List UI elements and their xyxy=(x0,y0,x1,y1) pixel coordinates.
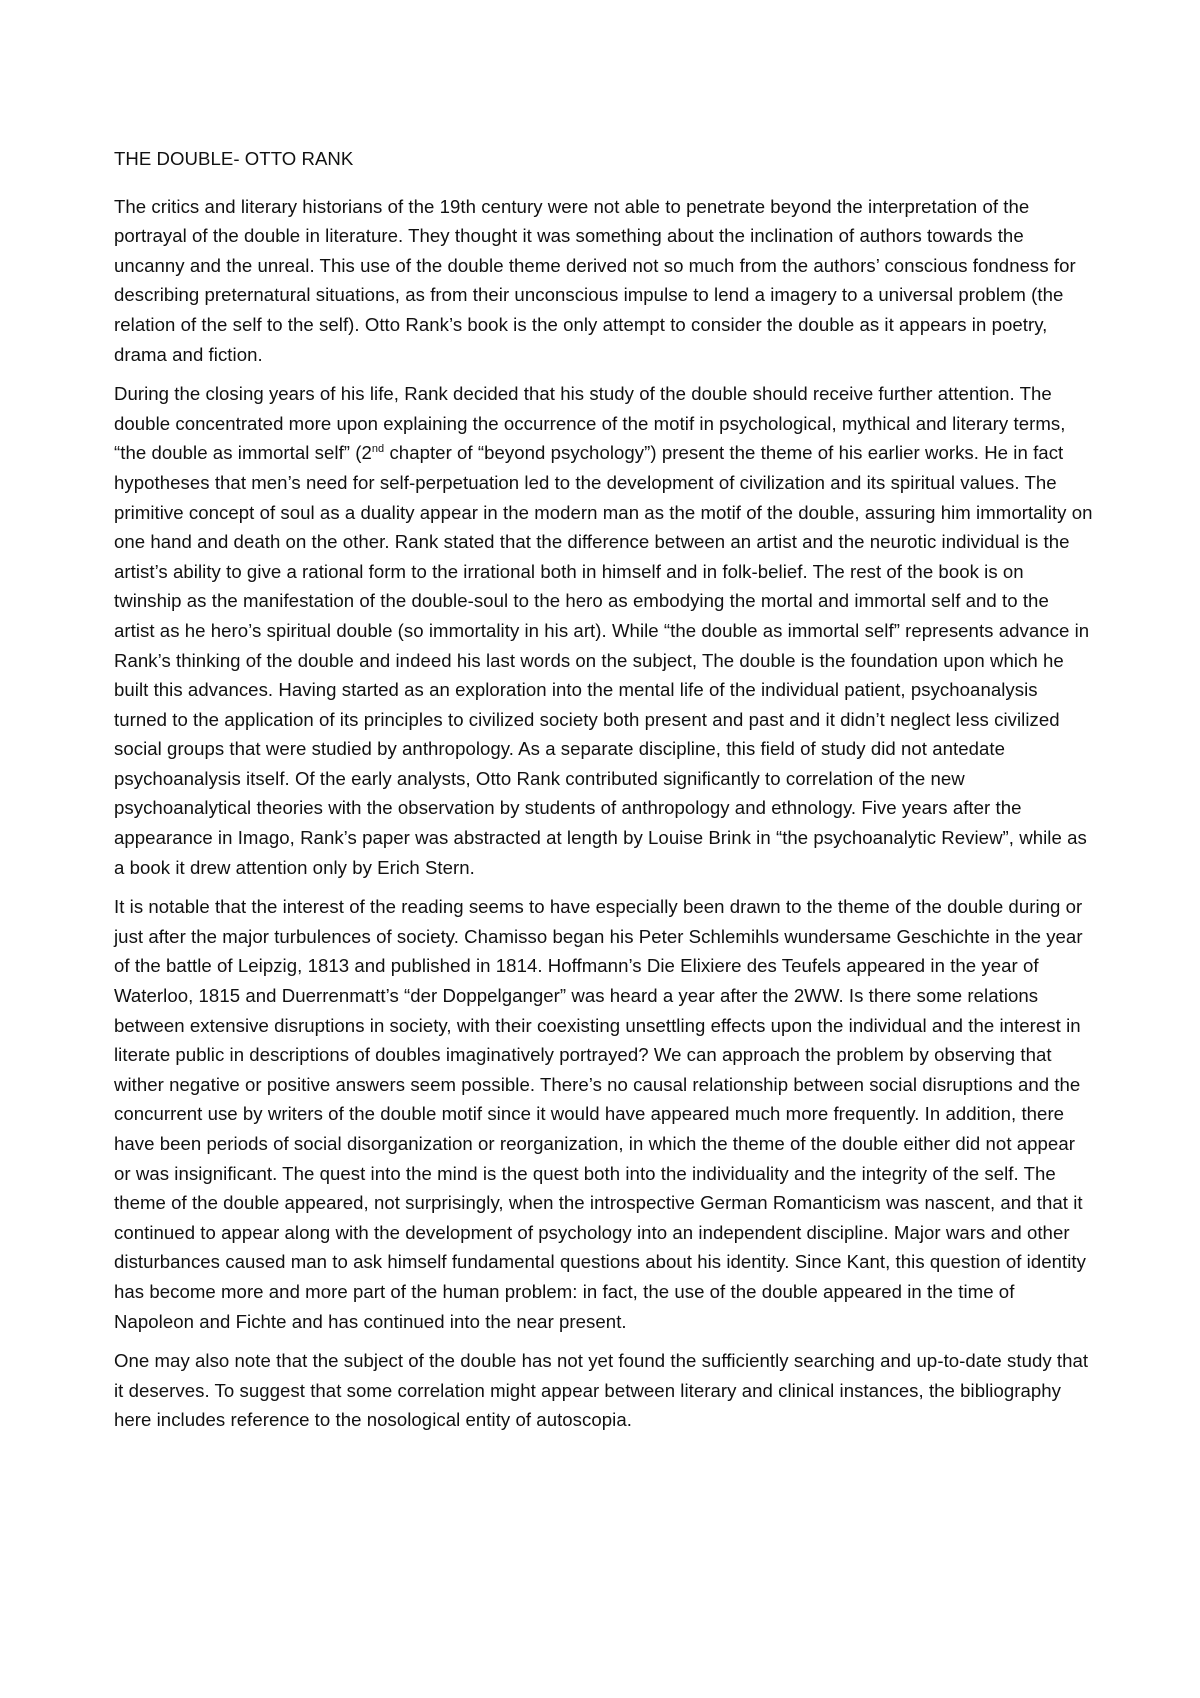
paragraph-3: It is notable that the interest of the reading seems to have especially been drawn to the theme of the double during or just after the major turbulences of society. Chamisso began his Peter Schlemihls wundersame Geschichte in the year of the battle of Leipzig, 1813 and published in 1814. Hoffmann’s Die Elixiere des Teufels appeared in the year of Waterloo, 1815 and Duerrenmatt’s “der Doppelganger” was heard a year after the 2WW. Is there some relations between extensive disruptions in society, with their coexisting unsettling effects upon the individual and the interest in literate public in descriptions of doubles imaginatively portrayed? We can approach the problem by observing that wither negative or positive answers seem possible. There’s no causal relationship between social disruptions and the concurrent use by writers of the double motif since it would have appeared much more frequently. In addition, there have been periods of social disorganization or reorganization, in which the theme of the double either did not appear or was insignificant. The quest into the mind is the quest both into the individuality and the integrity of the self. The theme of the double appeared, not surprisingly, when the introspective German Romanticism was nascent, and that it continued to appear along with the development of psychology into an independent discipline. Major wars and other disturbances caused man to ask himself fundamental questions about his identity. Since Kant, this question of identity has become more and more part of the human problem: in fact, the use of the double appeared in the time of Napoleon and Fichte and has continued into the near present. xyxy=(114,896,1086,1332)
paragraph-2-text-end: chapter of “beyond psychology”) present the theme of his earlier works. He in fact hypotheses that men’s need for self-perpetuation led to the development of civilization and its spiritual values. The primitive concept of soul as a duality appear in the modern man as the motif of the double, assuring him immortality on one hand and death on the other. Rank stated that the difference between an artist and the neurotic individual is the artist’s ability to give a rational form to the irrational both in himself and in folk-belief. The rest of the book is on twinship as the manifestation of the double-soul to the hero as embodying the mortal and immortal self and to the artist as he hero’s spiritual double (so immortality in his art). While “the double as immortal self” represents advance in Rank’s thinking of the double and indeed his last words on the subject, The double is the foundation upon which he built this advances. Having started as an exploration into the mental life of the individual patient, psychoanalysis turned to the application of its principles to civilized society both present and past and it didn’t neglect less civilized social groups that were studied by anthropology. As a separate discipline, this field of study did not antedate psychoanalysis itself. Of the early analysts, Otto Rank contributed significantly to correlation of the new psychoanalytical theories with the observation by students of anthropology and ethnology. Five years after the appearance in Imago, Rank’s paper was abstracted at length by Louise Brink in “the psychoanalytic Review”, while as a book it drew attention only by Erich Stern. xyxy=(114,442,1093,878)
paragraph-2-text-start: During the closing years of his life, Rank decided that his study of the double should receive further attention. The double concentrated more upon explaining the occurrence of the motif in psychological, mythical and literary terms, “the double as immortal self” (2 xyxy=(114,383,1066,464)
paragraph-1: The critics and literary historians of the 19th century were not able to penetrate beyond the interpretation of the portrayal of the double in literature. They thought it was something about the inclination of authors towards the uncanny and the unreal. This use of the double theme derived not so much from the authors’ conscious fondness for describing preternatural situations, as from their unconscious impulse to lend a imagery to a universal problem (the relation of the self to the self). Otto Rank’s book is the only attempt to consider the double as it appears in poetry, drama and fiction. xyxy=(114,195,1076,365)
paragraph-2 xyxy=(114,379,1094,882)
ordinal-superscript: nd xyxy=(371,443,385,456)
paragraph-4: One may also note that the subject of the double has not yet found the sufficiently searching and up-to-date study that it deserves. To suggest that some correlation might appear between literary and clinical instances, the bibliography here includes reference to the nosological entity of autoscopia. xyxy=(114,1350,1089,1431)
document-title: THE DOUBLE- OTTO RANK xyxy=(114,148,354,169)
document-body xyxy=(114,144,1094,1445)
